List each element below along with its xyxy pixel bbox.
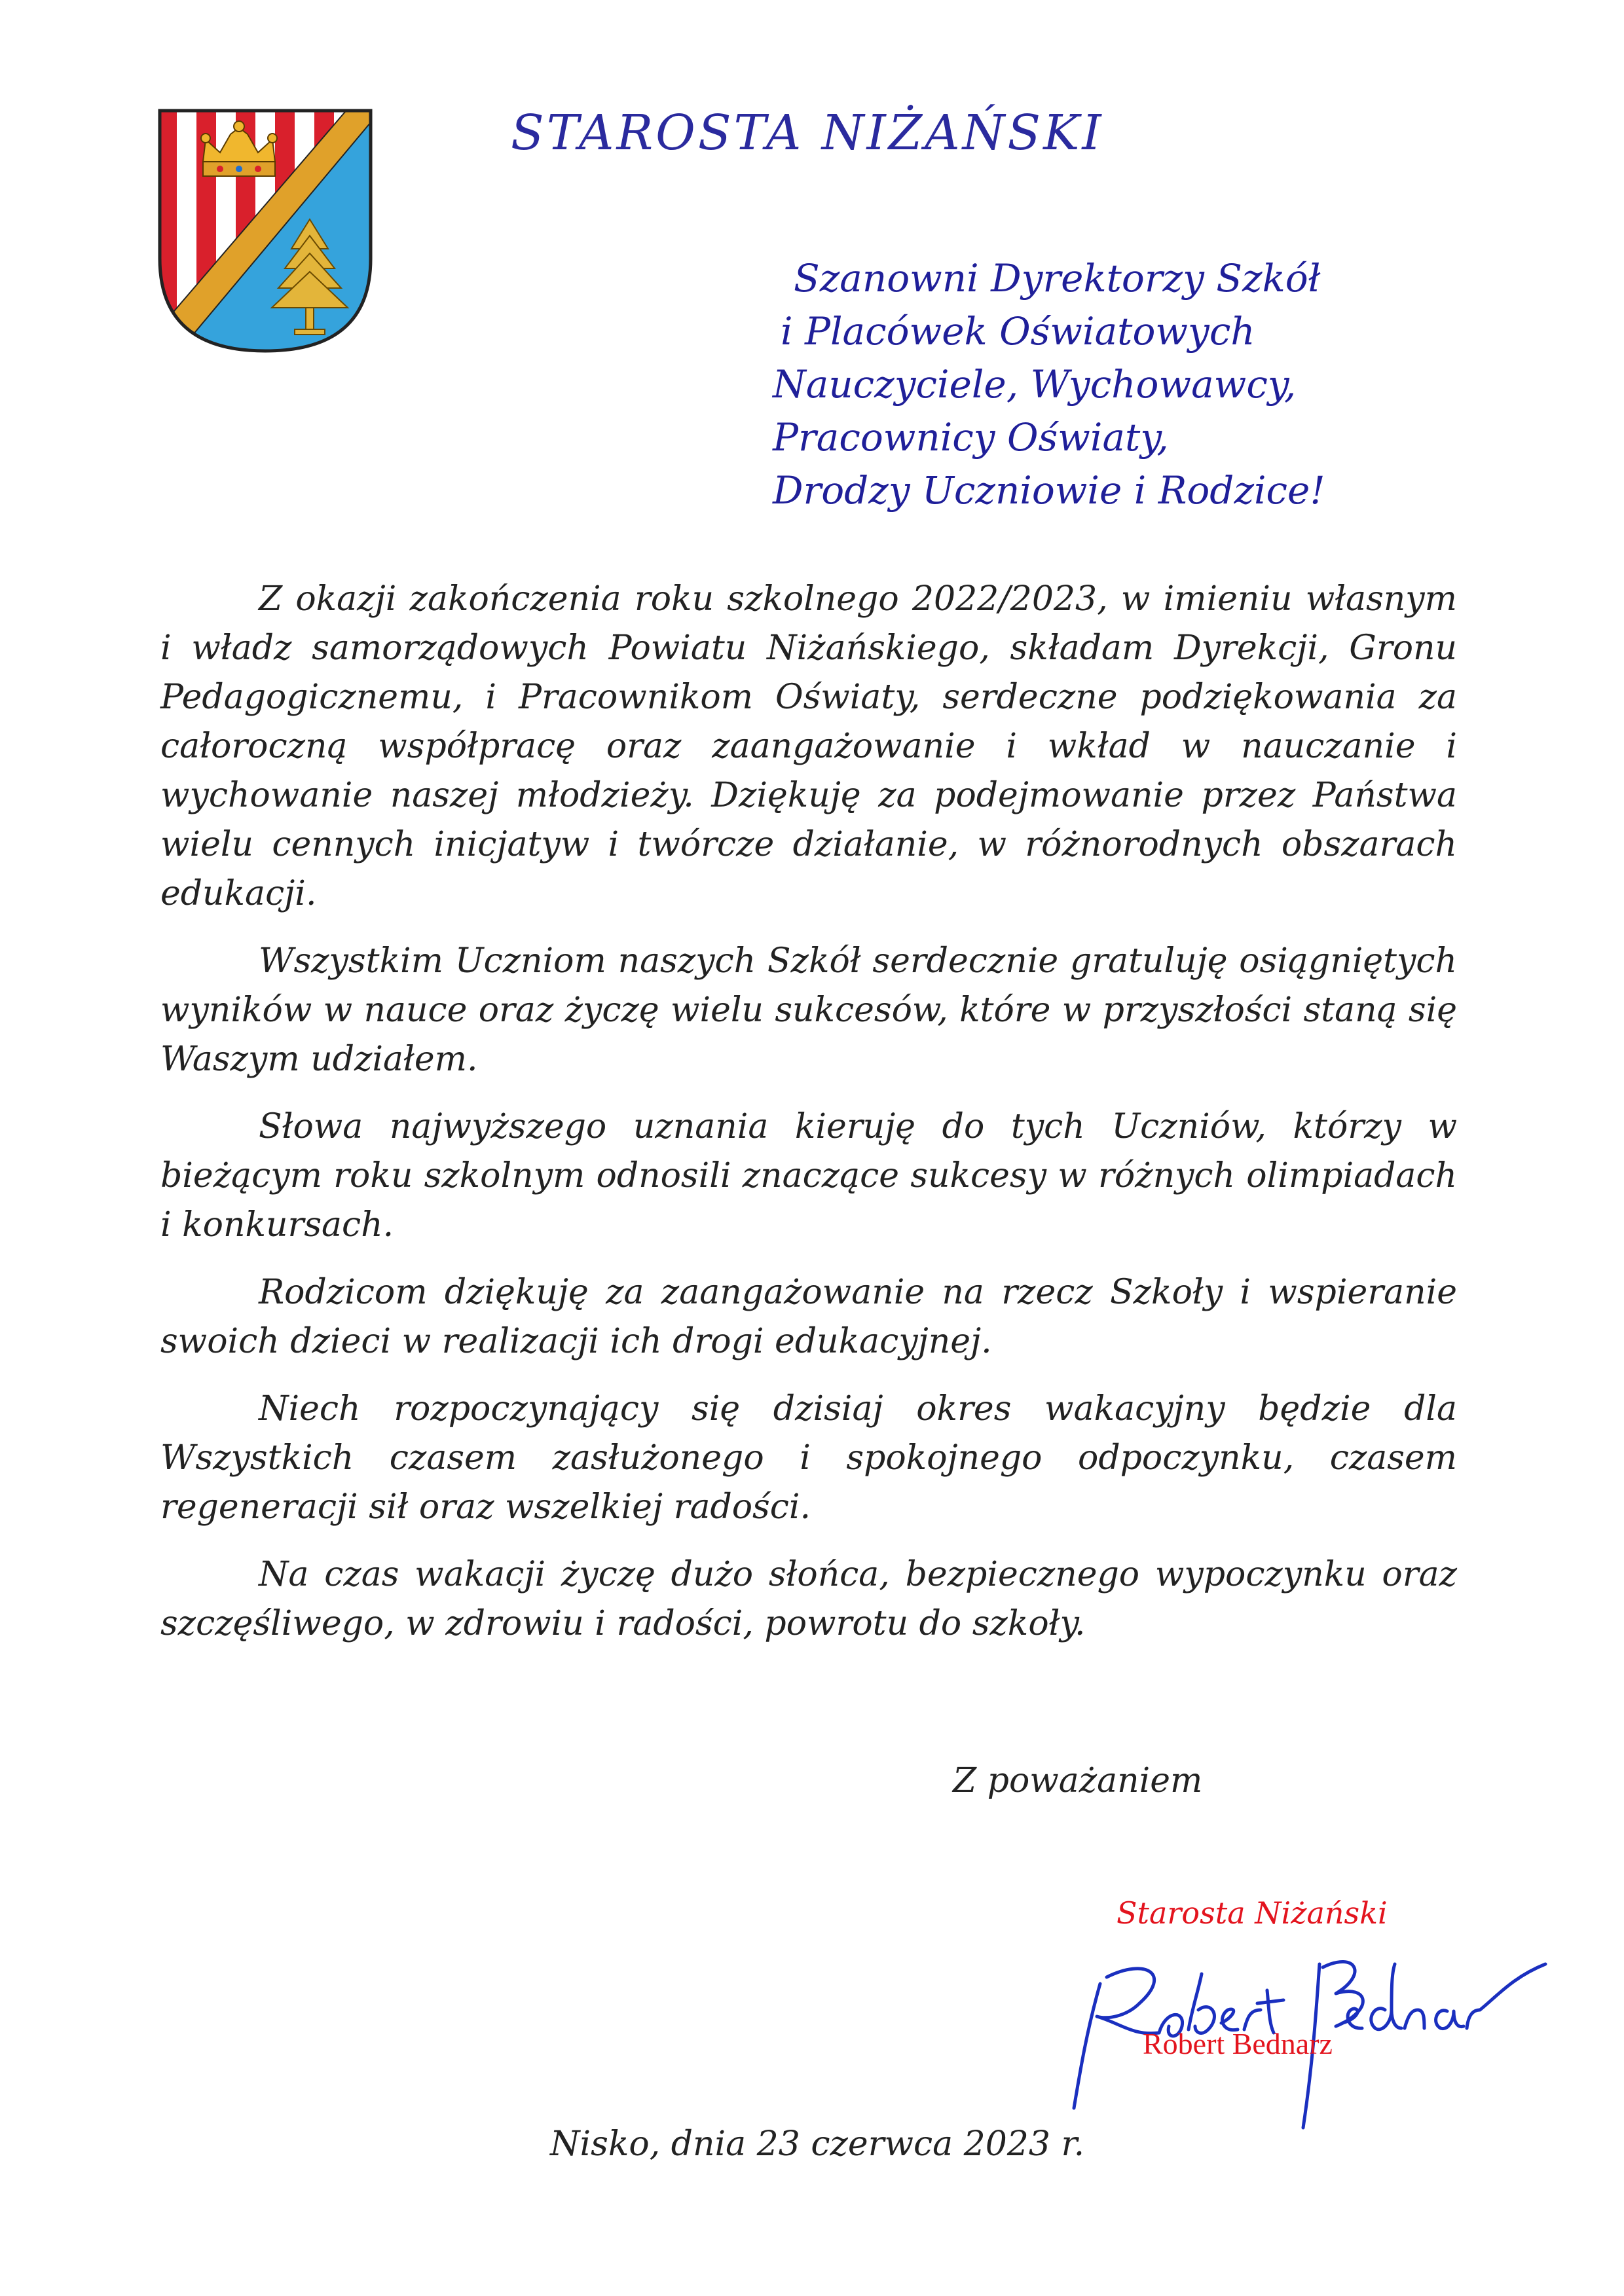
salutation-line: Nauczyciele, Wychowawcy, — [773, 362, 1297, 407]
salutation-line: Drodzy Uczniowie i Rodzice! — [773, 468, 1325, 513]
letter-body — [160, 575, 1457, 1667]
coat-of-arms-icon — [157, 108, 373, 354]
body-paragraph: Wszystkim Uczniom naszych Szkół serdecznie gratuluję osiągniętych wyników w nauce oraz życzę wielu sukcesów, które w przyszłości staną się Waszym udziałem. — [160, 941, 1457, 1079]
salutation-line: Pracownicy Oświaty, — [773, 415, 1169, 460]
salutation — [773, 252, 1325, 517]
body-paragraph: Słowa najwyższego uznania kieruję do tych Uczniów, którzy w bieżącym roku szkolnym odnosili znaczące sukcesy w różnych olimpiadach i konkursach. — [160, 1107, 1457, 1245]
signature-name: Robert Bednarz — [1143, 2027, 1333, 2060]
body-paragraph: Rodzicom dziękuję za zaangażowanie na rzecz Szkoły i wspieranie swoich dzieci w realizacji ich drogi edukacyjnej. — [160, 1273, 1457, 1361]
body-paragraph: Z okazji zakończenia roku szkolnego 2022/2023, w imieniu własnym i władz samorządowych Powiatu Niżańskiego, składam Dyrekcji, Gronu Pedagogicznemu, i Pracownikom Oświaty, serdeczne podziękowania za całoroczną współpracę oraz zaangażowanie i wkład w nauczanie i wychowanie naszej młodzieży. Dziękuję za podejmowanie przez Państwa wielu cennych inicjatyw i twórcze działanie, w różnorodnych obszarach edukacji. — [160, 579, 1457, 913]
place-date: Nisko, dnia 23 czerwca 2023 r. — [550, 2124, 1085, 2164]
body-paragraph: Niech rozpoczynający się dzisiaj okres wakacyjny będzie dla Wszystkich czasem zasłużonego i spokojnego odpoczynku, czasem regeneracji sił oraz wszelkiej radości. — [160, 1389, 1457, 1527]
page-title: STAROSTA NIŻAŃSKI — [511, 105, 1104, 161]
body-paragraph: Na czas wakacji życzę dużo słońca, bezpiecznego wypoczynku oraz szczęśliwego, w zdrowiu i radości, powrotu do szkoły. — [160, 1555, 1457, 1643]
closing: Z poważaniem — [953, 1761, 1203, 1800]
salutation-line: Szanowni Dyrektorzy Szkół — [794, 256, 1321, 301]
salutation-line: i Placówek Oświatowych — [781, 309, 1255, 354]
signature-title: Starosta Niżański — [1116, 1895, 1388, 1931]
